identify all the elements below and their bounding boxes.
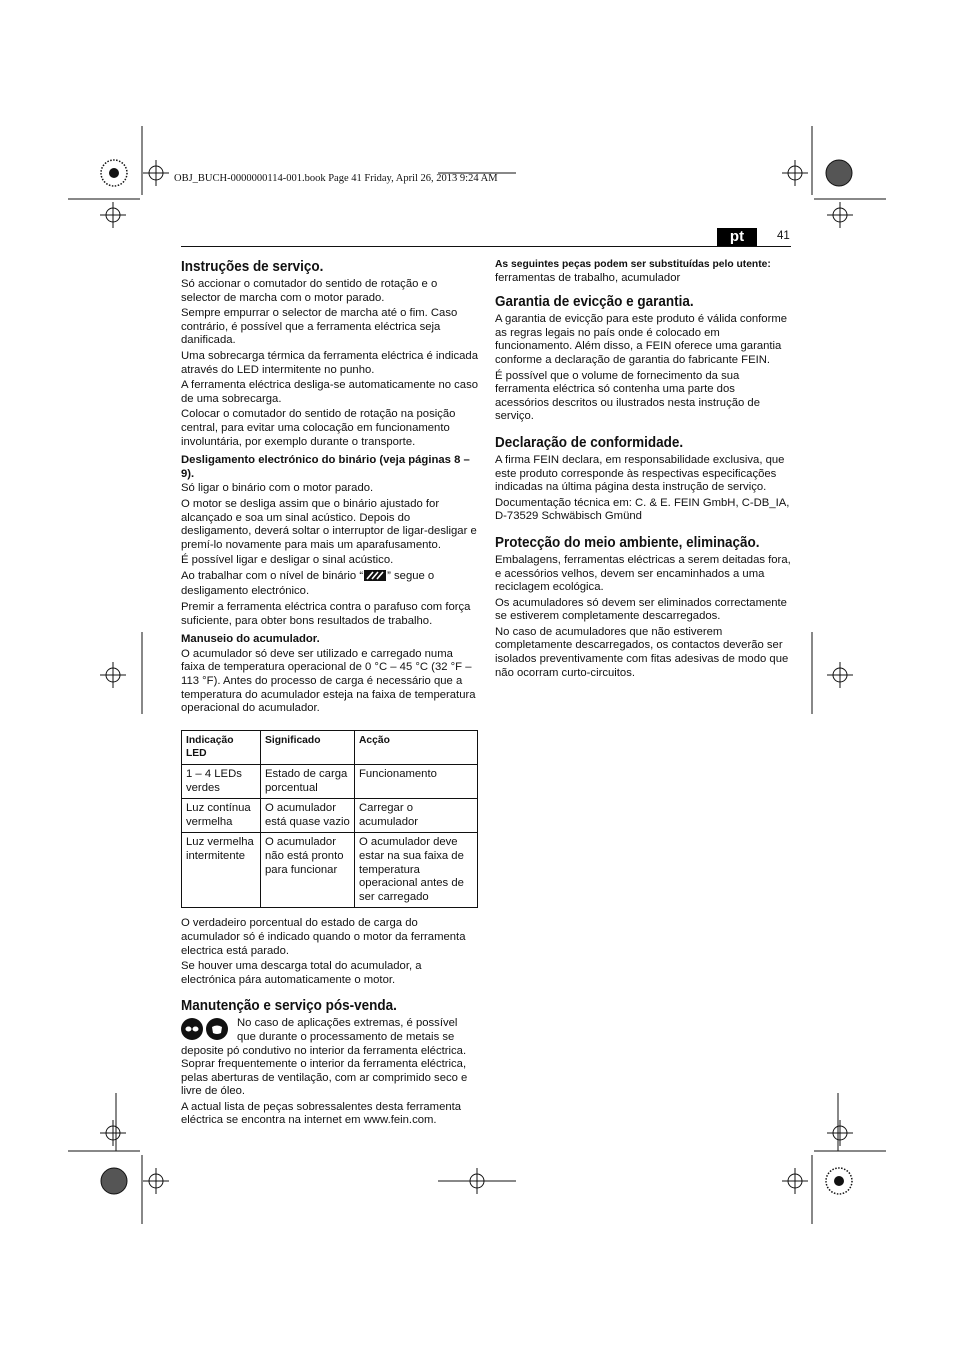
- paragraph: A actual lista de peças sobressalentes desta ferramenta eléctrica se encontra na internet em www.fein.com.: [181, 1100, 462, 1127]
- section-title-conformity: Declaração de conformidade.: [495, 434, 684, 451]
- dust-mask-icon: [206, 1018, 228, 1040]
- table-header-row: [182, 730, 478, 764]
- section-title-warranty: Garantia de evicção e garantia.: [495, 294, 694, 311]
- eye-protection-icon: [181, 1018, 203, 1040]
- language-badge: pt: [717, 228, 757, 246]
- table-row: [182, 799, 478, 833]
- paragraph: A garantia de evicção para este produto é válida conforme as regras legais no país onde é colocado em funcionamento. Além disso, a FEIN oferece uma garantia conforme a declaração de garantia do fabricante FEIN.: [495, 313, 788, 366]
- left-column: [181, 258, 478, 1130]
- right-column: [495, 258, 791, 682]
- paragraph: Premir a ferramenta eléctrica contra o parafuso com força suficiente, para obter bons resultados de trabalho.: [181, 601, 471, 627]
- table-cell: O acumulador está quase vazio: [261, 799, 355, 833]
- paragraph: Embalagens, ferramentas eléctricas a serem deitadas fora, e acessórios velhos, devem ser encaminhados a uma reciclagem ecológica.: [495, 553, 791, 594]
- table-header-cell: Significado: [261, 730, 355, 764]
- paragraph: No caso de acumuladores que não estiverem completamente descarregados, os contactos deverão ser isolados preventivamente com fitas adesivas de modo que não ocorram curto-circuitos.: [495, 625, 789, 679]
- paragraph: Só ligar o binário com o motor parado.: [181, 482, 374, 495]
- table-cell: Funcionamento: [355, 765, 478, 799]
- section-title-environment: Protecção do meio ambiente, eliminação.: [495, 534, 760, 551]
- paragraph: Colocar o comutador do sentido de rotação na posição central, para evitar uma colocação em funcionamento involuntária, por exemplo durante o transporte.: [181, 408, 456, 448]
- paragraph: Os acumuladores só devem ser eliminados correctamente se estiverem completamente descarregados.: [495, 596, 787, 623]
- torque-level-icon: [364, 570, 386, 586]
- paragraph: No caso de aplicações extremas, é possível que durante o processamento de metais se deposite pó condutivo no interior da ferramenta eléctrica. Soprar frequentemente o interior da ferramenta eléctrica, pelas aberturas de ventilação, com ar comprimido seco e livre de óleo.: [181, 1017, 468, 1098]
- text: Ao trabalhar com o nível de binário “: [181, 569, 364, 582]
- paragraph: Só accionar o comutador do sentido de rotação e o selector de marcha com o motor parado.: [181, 278, 438, 304]
- safety-icons: [181, 1018, 234, 1044]
- led-table: [181, 730, 478, 909]
- subsection-title-battery: Manuseio do acumulador.: [181, 633, 320, 646]
- table-cell: O acumulador deve estar na sua faixa de temperatura operacional antes de ser carregado: [355, 833, 478, 908]
- table-cell: O acumulador não está pronto para funcionar: [261, 833, 355, 908]
- table-cell: Luz vermelha intermitente: [182, 833, 261, 908]
- header-rule: [181, 246, 791, 247]
- text: ” segue o desligamento electrónico.: [181, 569, 435, 598]
- table-cell: Carregar o acumulador: [355, 799, 478, 833]
- paragraph: É possível ligar e desligar o sinal acústico.: [181, 554, 394, 567]
- table-cell: Luz contínua vermelha: [182, 799, 261, 833]
- table-cell: 1 – 4 LEDs verdes: [182, 765, 261, 799]
- replaceable-parts-text: ferramentas de trabalho, acumulador: [495, 271, 681, 284]
- section-title-instructions: Instruções de serviço.: [181, 259, 324, 275]
- paragraph: Sempre empurrar o selector de marcha até o fim. Caso contrário, é possível que a ferramenta eléctrica seja danificada.: [181, 307, 458, 347]
- paragraph: A firma FEIN declara, em responsabilidade exclusiva, que este produto corresponde às respectivas especificações indicadas na última página desta instrução de serviço.: [495, 453, 785, 494]
- paragraph: O verdadeiro porcentual do estado de carga do acumulador só é indicado quando o motor da ferramenta electrica está parado.: [181, 917, 466, 957]
- table-header-cell: Indicação LED: [182, 730, 261, 764]
- subsection-title-torque: Desligamento electrónico do binário (veja páginas 8 – 9).: [181, 454, 470, 480]
- paragraph: É possível que o volume de fornecimento da sua ferramenta eléctrica só contenha uma parte dos acessórios descritos ou ilustrados nesta instrução de serviço.: [495, 369, 760, 423]
- section-title-maintenance: Manutenção e serviço pós-venda.: [181, 998, 397, 1015]
- maintenance-block: [181, 1017, 478, 1101]
- print-header: OBJ_BUCH-0000000114-001.book Page 41 Friday, April 26, 2013 9:24 AM: [174, 173, 498, 184]
- replaceable-parts-label: As seguintes peças podem ser substituídas pelo utente:: [495, 259, 771, 270]
- table-row: [182, 833, 478, 908]
- table-cell: Estado de carga porcentual: [261, 765, 355, 799]
- page-number: 41: [777, 230, 790, 242]
- paragraph: A ferramenta eléctrica desliga-se automaticamente no caso de uma sobrecarga.: [181, 379, 479, 405]
- table-header-cell: Acção: [355, 730, 478, 764]
- paragraph: Uma sobrecarga térmica da ferramenta eléctrica é indicada através do LED intermitente no punho.: [181, 349, 478, 376]
- replaceable-parts: [495, 258, 791, 285]
- paragraph: Se houver uma descarga total do acumulador, a electrónica pára automaticamente o motor.: [181, 960, 422, 986]
- paragraph: [181, 570, 478, 599]
- paragraph: O acumulador só deve ser utilizado e carregado numa faixa de temperatura operacional de 0 °C – 45 °C (32 °F – 113 °F). Antes do processo de carga é necessário que a temperatura do acumulador esteja na faixa de temperatura operacional do acumulador.: [181, 647, 476, 715]
- table-row: [182, 765, 478, 799]
- paragraph: O motor se desliga assim que o binário ajustado for alcançado e soa um sinal acústico. Depois do desligamento, deverá soltar o interruptor de ligar-desligar e premí-lo novamente para mais um aparafusamento.: [181, 497, 477, 551]
- paragraph: Documentação técnica em: C. & E. FEIN GmbH, C-DB_IA, D-73529 Schwäbisch Gmünd: [495, 496, 790, 523]
